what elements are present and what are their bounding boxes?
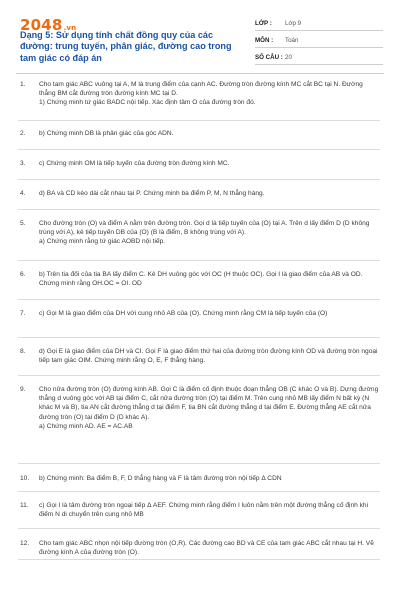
question-item	[18, 474, 380, 492]
question-item	[18, 159, 380, 180]
question-number: 5.	[20, 220, 26, 227]
question-number: 1.	[20, 81, 26, 88]
question-item	[18, 501, 380, 529]
meta-value: 20	[285, 53, 292, 61]
question-text: b) Chứng minh: Ba điểm B, F, D thẳng hàng và F là tâm đường tròn nội tiếp Δ CDN	[39, 475, 282, 482]
question-number: 12.	[20, 540, 30, 547]
meta-value: Toán	[285, 36, 299, 44]
question-item	[18, 347, 380, 376]
question-number: 11.	[20, 502, 29, 509]
question-item	[18, 309, 380, 338]
question-text: Cho nửa đường tròn (O) đường kính AB. Gọi C là điểm cố định thuộc đoạn thẳng OB (C khác O và B). Dựng đường thẳng d vuông góc với AB tại điểm C, cắt nửa đường tròn (O) tại điểm M. Trên cung nhỏ MB lấy điểm N bất kỳ (N khác M và B), tia AN cắt đường thẳng d tại điểm F, tia BN cắt đường thẳng d tại điểm E. Đường thẳng AE cắt nửa đường tròn (O) tại điểm D (D khác A). a) Chứng minh AD. AE = AC.AB	[39, 386, 379, 430]
question-text: d) BA và CD kéo dài cắt nhau tại P. Chứng minh ba điểm P, M, N thẳng hàng.	[39, 190, 265, 197]
question-text: c) Chứng minh OM là tiếp tuyến của đường tròn đường kính MC.	[39, 160, 230, 167]
question-text: c) Gọi M là giao điểm của DH với cung nhỏ AB của (O). Chứng minh rằng CM là tiếp tuyến của (O)	[39, 310, 328, 317]
question-text: d) Gọi E là giao điểm của DH và CI. Gọi F là giao điểm thứ hai của đường tròn đường kính OD và đường tròn ngoại tiếp tam giác OIM. Chứng minh rằng O, E, F thẳng hàng.	[39, 348, 378, 365]
question-number: 4.	[20, 190, 26, 197]
question-item	[18, 539, 380, 560]
question-item	[18, 189, 380, 210]
question-item	[18, 80, 380, 121]
question-number: 8.	[20, 348, 26, 355]
meta-row-subject	[255, 33, 383, 48]
question-number: 2.	[20, 130, 26, 137]
question-number: 10.	[20, 475, 30, 482]
question-item	[18, 385, 380, 464]
meta-row-class	[255, 16, 383, 31]
meta-value: Lớp 9	[285, 19, 302, 27]
logo-suffix: .vn	[63, 24, 77, 32]
question-text: b) Trên tia đối của tia BA lấy điểm C. Kẻ DH vuông góc với OC (H thuộc OC). Gọi I là giao điểm của AB và OD. Chứng minh rằng OH.OC = OI. OD	[39, 271, 363, 288]
question-text: Cho tam giác ABC vuông tại A, M là trung điểm của cạnh AC. Đường tròn đường kính MC cắt BC tại N. Đường thẳng BM cắt đường tròn đường kính MC tại D. 1) Chứng minh tứ giác BADC nội tiếp. Xác định tâm O của đường tròn đó.	[39, 81, 363, 107]
question-number: 7.	[20, 310, 26, 317]
question-number: 3.	[20, 160, 26, 167]
question-item	[18, 270, 380, 300]
page-title: Dạng 5: Sử dụng tính chất đồng quy của các đường: trung tuyến, phân giác, đường cao trong tam giác có đáp án	[20, 30, 232, 63]
question-text: b) Chứng minh DB là phân giác của góc ADN.	[39, 130, 174, 137]
question-item	[18, 219, 380, 261]
meta-label: MÔN :	[255, 36, 274, 44]
question-text: Cho tam giác ABC nhọn nội tiếp đường tròn (O,R). Các đường cao BD và CE của tam giác ABC cắt nhau tại H. Vẽ đường kính A của đường tròn (O).	[39, 540, 374, 557]
question-text: c) Gọi I là tâm đường tròn ngoại tiếp Δ AEF. Chứng minh rằng điểm I luôn nằm trên một đường thẳng cố định khi điểm N di chuyển trên cung nhỏ MB	[39, 502, 369, 519]
question-list	[18, 80, 380, 560]
question-item	[18, 129, 380, 150]
question-number: 9.	[20, 386, 26, 393]
header-divider	[16, 73, 384, 74]
meta-label: LỚP :	[255, 19, 272, 27]
meta-label: SỐ CÂU :	[255, 53, 283, 61]
question-number: 6.	[20, 271, 26, 278]
meta-row-count	[255, 50, 383, 65]
question-text: Cho đường tròn (O) và điểm A nằm trên đường tròn. Gọi d là tiếp tuyến của (O) tại A. Trên d lấy điểm D (D không trùng với A), kẻ tiếp tuyến DB của (O) (B là điểm, B không trùng với A). a) Chứng minh rằng tứ giác AOBD nội tiếp.	[39, 220, 370, 246]
meta-info	[255, 16, 383, 65]
page-header	[0, 0, 400, 64]
logo-name: 2048	[20, 16, 63, 34]
